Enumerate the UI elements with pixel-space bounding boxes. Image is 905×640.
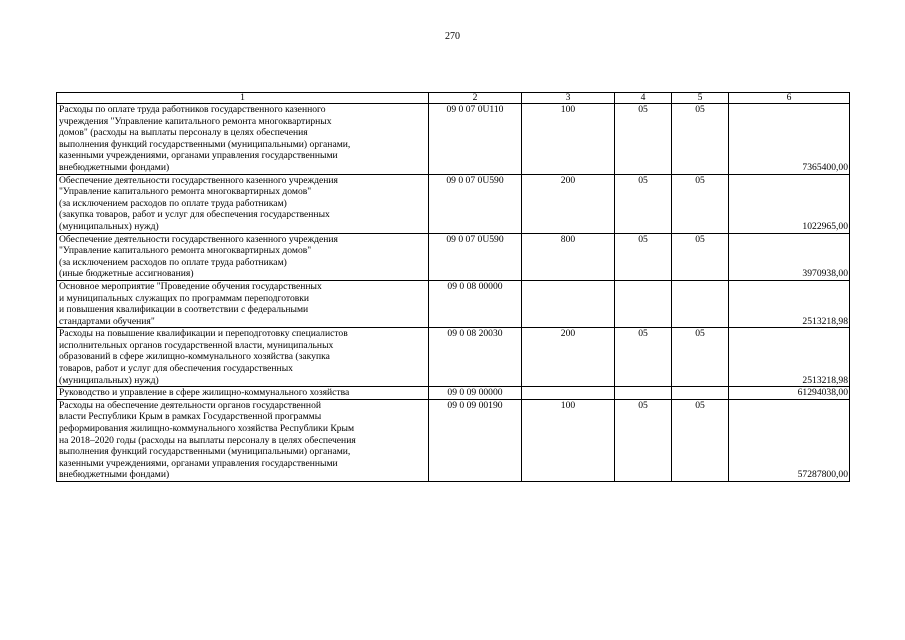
row-amount: 3970938,00 bbox=[729, 233, 850, 280]
row-amount: 7365400,00 bbox=[729, 104, 850, 175]
row-subsection: 05 bbox=[672, 399, 729, 481]
row-section bbox=[615, 280, 672, 327]
table-row bbox=[57, 399, 850, 481]
row-name: Основное мероприятие "Проведение обучения государственных и муниципальных служащих по программам переподготовки и повышения квалификации в соответствии с федеральными стандартами обучения" bbox=[57, 280, 429, 327]
row-expense-type: 800 bbox=[522, 233, 615, 280]
row-amount: 1022965,00 bbox=[729, 174, 850, 233]
row-subsection: 05 bbox=[672, 104, 729, 175]
row-code: 09 0 07 0U590 bbox=[429, 233, 522, 280]
row-code: 09 0 07 0U110 bbox=[429, 104, 522, 175]
row-amount: 2513218,98 bbox=[729, 280, 850, 327]
page-number: 270 bbox=[445, 31, 460, 42]
row-name: Обеспечение деятельности государственного казенного учреждения "Управление капитального ремонта многоквартирных домов" (за исключением расходов по оплате труда работникам) (закупка товаров, работ и услуг для обеспечения государственных (муниципальных) нужд) bbox=[57, 174, 429, 233]
table-row bbox=[57, 387, 850, 400]
column-header-1: 1 bbox=[57, 93, 429, 104]
budget-table bbox=[56, 92, 850, 482]
column-header-2: 2 bbox=[429, 93, 522, 104]
row-section: 05 bbox=[615, 104, 672, 175]
column-header-4: 4 bbox=[615, 93, 672, 104]
row-subsection: 05 bbox=[672, 328, 729, 387]
table-row bbox=[57, 280, 850, 327]
row-section bbox=[615, 387, 672, 400]
row-section: 05 bbox=[615, 399, 672, 481]
column-header-6: 6 bbox=[729, 93, 850, 104]
row-code: 09 0 09 00190 bbox=[429, 399, 522, 481]
row-section: 05 bbox=[615, 174, 672, 233]
row-expense-type: 200 bbox=[522, 174, 615, 233]
column-header-5: 5 bbox=[672, 93, 729, 104]
row-amount: 2513218,98 bbox=[729, 328, 850, 387]
table-row bbox=[57, 174, 850, 233]
row-code: 09 0 08 00000 bbox=[429, 280, 522, 327]
table-row bbox=[57, 233, 850, 280]
row-subsection bbox=[672, 280, 729, 327]
column-header-3: 3 bbox=[522, 93, 615, 104]
table-row bbox=[57, 104, 850, 175]
row-code: 09 0 09 00000 bbox=[429, 387, 522, 400]
row-name: Обеспечение деятельности государственного казенного учреждения "Управление капитального ремонта многоквартирных домов" (за исключением расходов по оплате труда работникам) (иные бюджетные ассигнования) bbox=[57, 233, 429, 280]
row-expense-type: 100 bbox=[522, 104, 615, 175]
row-expense-type bbox=[522, 387, 615, 400]
row-subsection: 05 bbox=[672, 233, 729, 280]
table-row bbox=[57, 328, 850, 387]
row-subsection: 05 bbox=[672, 174, 729, 233]
row-expense-type: 100 bbox=[522, 399, 615, 481]
row-amount: 57287800,00 bbox=[729, 399, 850, 481]
row-name: Расходы по оплате труда работников государственного казенного учреждения "Управление капитального ремонта многоквартирных домов" (расходы на выплаты персоналу в целях обеспечения выполнения функций государственными (муниципальными) органами, казенными учреждениями, органами управления государственными внебюджетными фондами) bbox=[57, 104, 429, 175]
row-name: Руководство и управление в сфере жилищно-коммунального хозяйства bbox=[57, 387, 429, 400]
table-header-row bbox=[57, 93, 850, 104]
row-code: 09 0 08 20030 bbox=[429, 328, 522, 387]
row-expense-type: 200 bbox=[522, 328, 615, 387]
row-amount: 61294038,00 bbox=[729, 387, 850, 400]
row-name: Расходы на повышение квалификации и переподготовку специалистов исполнительных органов государственной власти, муниципальных образований в сфере жилищно-коммунального хозяйства (закупка товаров, работ и услуг для обеспечения государственных (муниципальных) нужд) bbox=[57, 328, 429, 387]
row-expense-type bbox=[522, 280, 615, 327]
row-section: 05 bbox=[615, 233, 672, 280]
row-section: 05 bbox=[615, 328, 672, 387]
row-name: Расходы на обеспечение деятельности органов государственной власти Республики Крым в рамках Государственной программы реформирования жилищно-коммунального хозяйства Республики Крым на 2018–2020 годы (расходы на выплаты персоналу в целях обеспечения выполнения функций государственными (муниципальными) органами, казенными учреждениями, органами управления государственными внебюджетными фондами) bbox=[57, 399, 429, 481]
row-code: 09 0 07 0U590 bbox=[429, 174, 522, 233]
row-subsection bbox=[672, 387, 729, 400]
